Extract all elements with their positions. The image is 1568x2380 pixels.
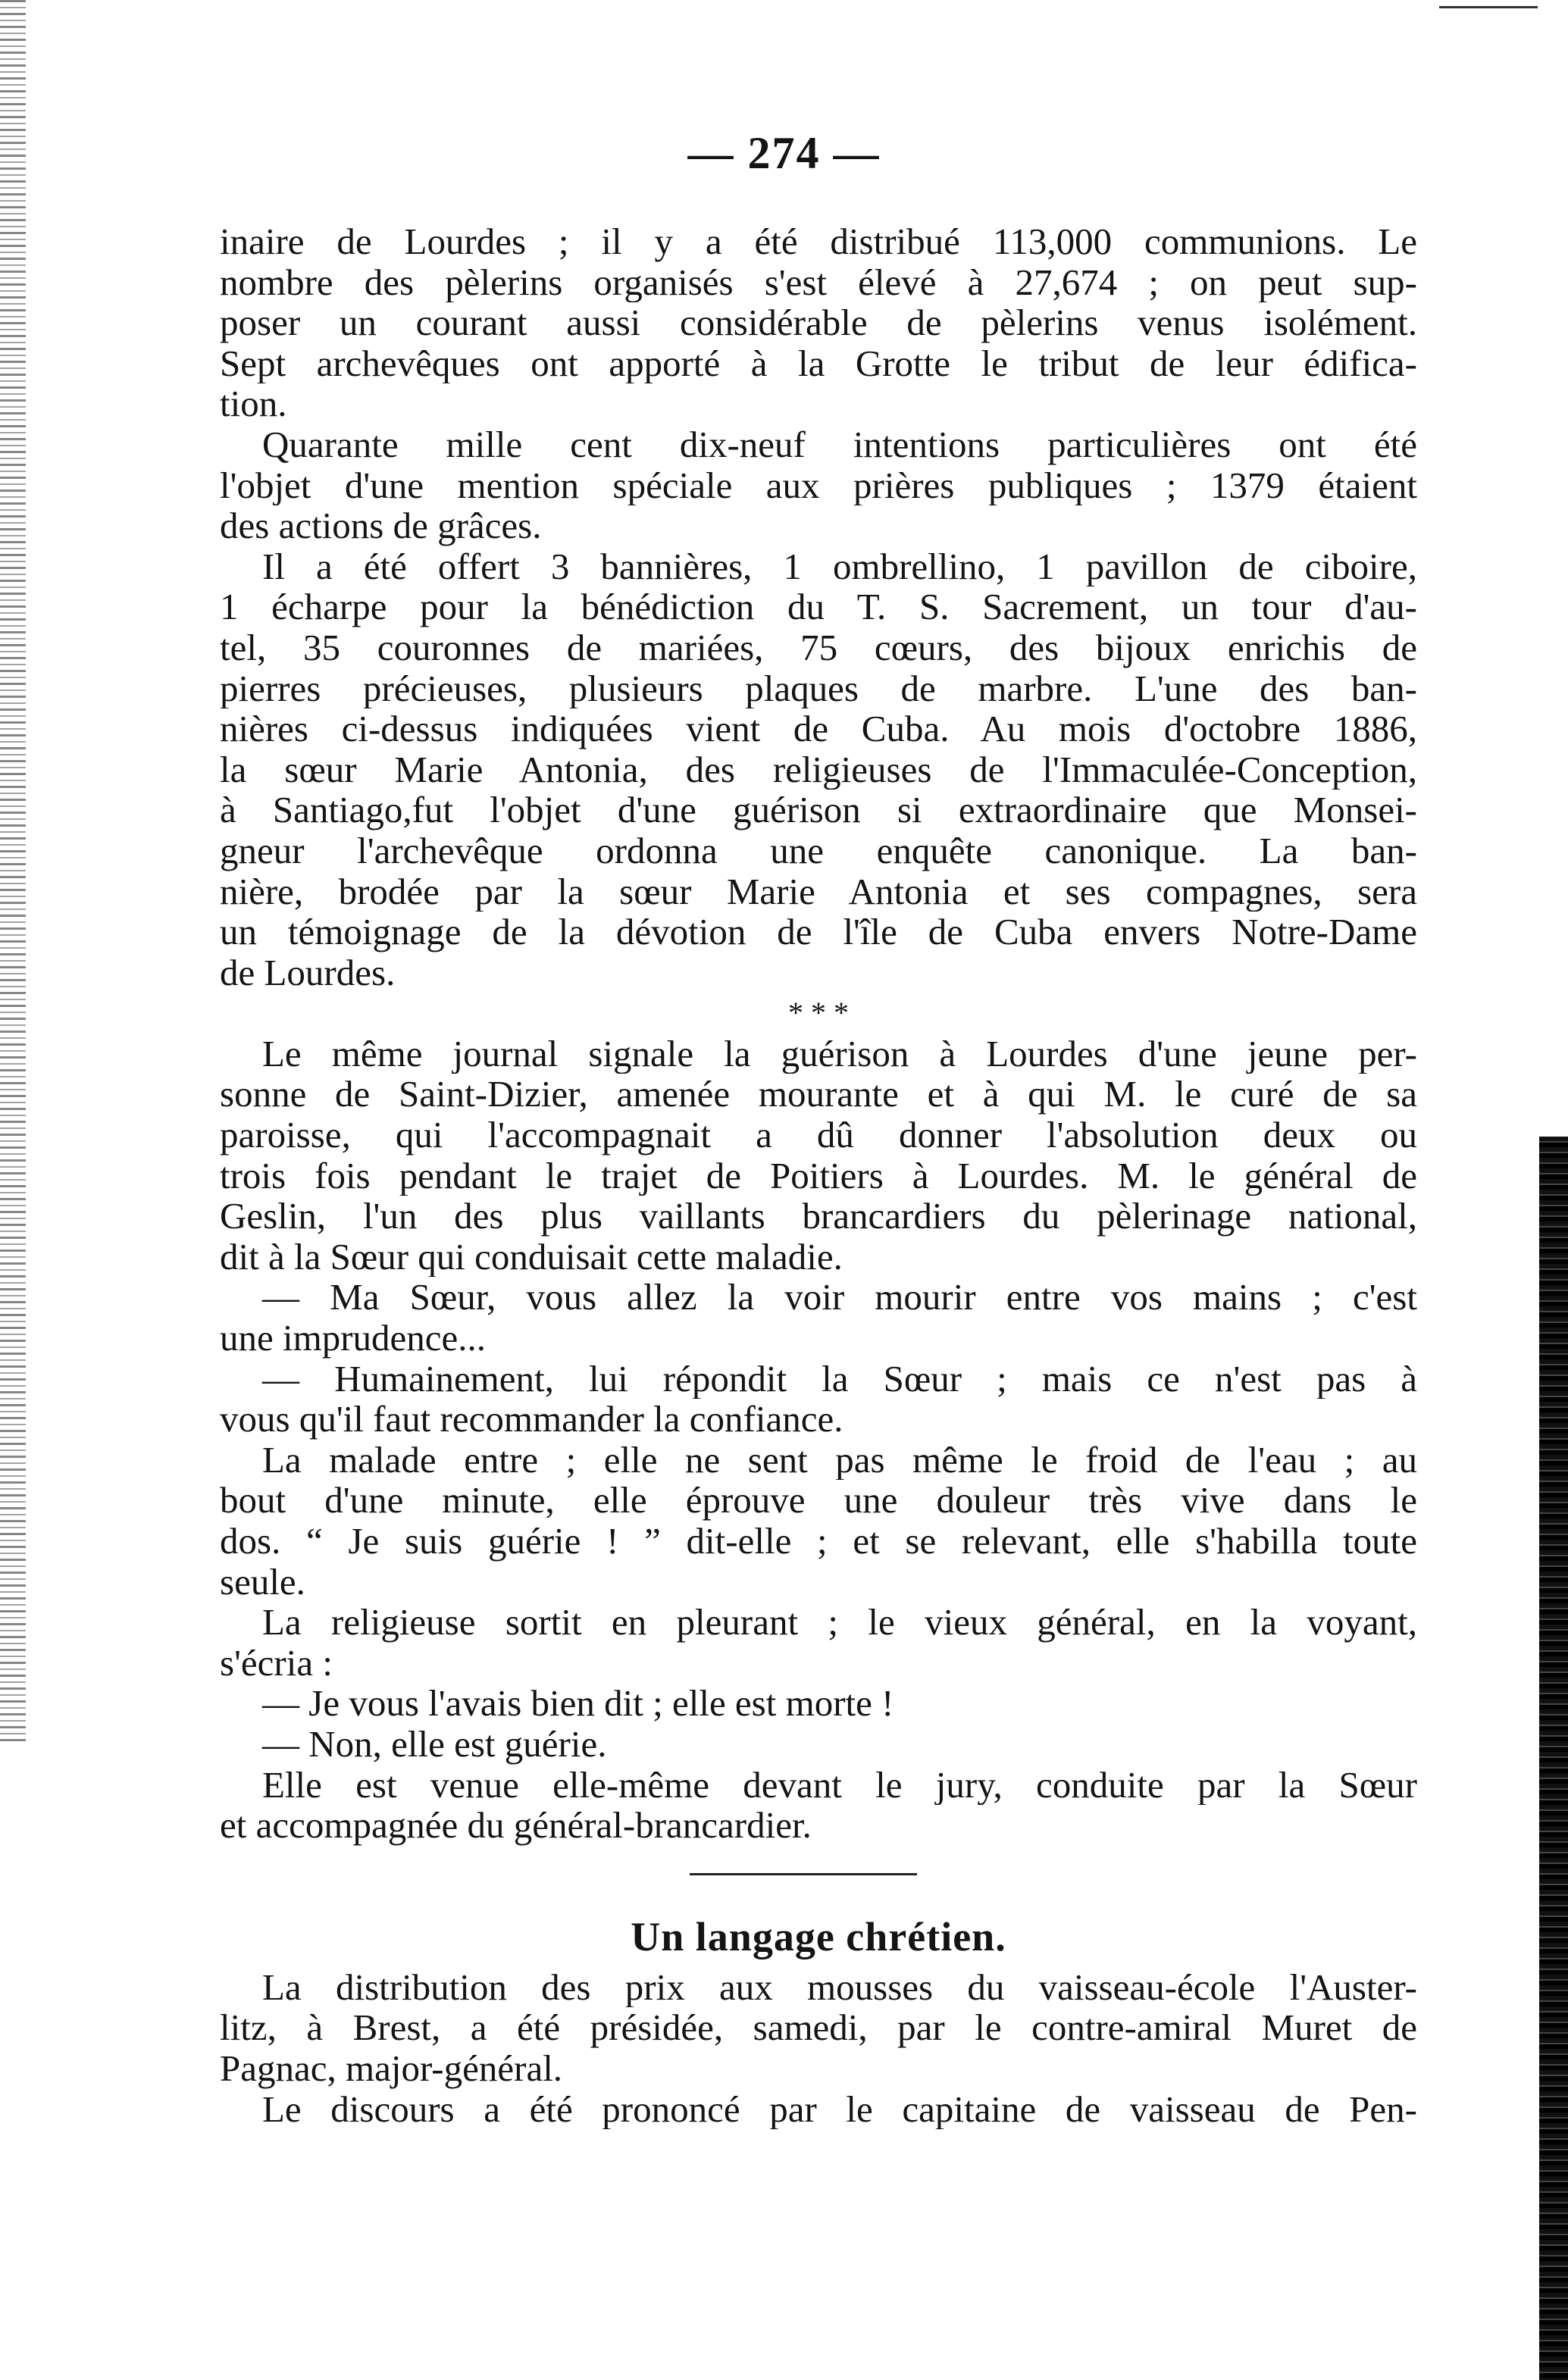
text-line: nière, brodée par la sœur Marie Antonia et ses compagnes, sera (220, 871, 1417, 912)
text-line: dit à la Sœur qui conduisait cette maladie. (220, 1236, 843, 1278)
text-line: La distribution des prix aux mousses du vaisseau-école l'Auster- (262, 1966, 1417, 2008)
text-line: paroisse, qui l'accompagnait a dû donner l'absolution deux ou (220, 1115, 1417, 1156)
text-line: une imprudence... (220, 1318, 487, 1359)
text-line: Quarante mille cent dix-neuf intentions particulières ont été (262, 424, 1417, 465)
text-line: — Non, elle est guérie. (262, 1723, 607, 1765)
text-line: vous qu'il faut recommander la confiance. (220, 1399, 843, 1440)
text-line: Le même journal signale la guérison à Lourdes d'une jeune per- (262, 1033, 1417, 1074)
text-line: inaire de Lourdes ; il y a été distribué 113,000 communions. Le (220, 221, 1417, 262)
paragraph-6 (220, 1359, 1417, 1440)
text-line: des actions de grâces. (220, 505, 542, 546)
text-line: Elle est venue elle-même devant le jury, conduite par la Sœur (262, 1764, 1417, 1806)
text-line: — Humainement, lui répondit la Sœur ; mais ce n'est pas à (262, 1358, 1417, 1400)
text-line: litz, à Brest, a été présidée, samedi, par le contre-amiral Muret de (220, 2007, 1417, 2048)
paragraph-4 (220, 1034, 1417, 1278)
paragraph-12 (220, 1967, 1417, 2089)
paragraph-10 (220, 1724, 1417, 1765)
paragraph-5 (220, 1277, 1417, 1358)
text-line: Geslin, l'un des plus vaillants brancardiers du pèlerinage national, (220, 1196, 1417, 1237)
paragraph-11 (220, 1765, 1417, 1846)
top-rule (1439, 6, 1538, 8)
text-line: tion. (220, 383, 287, 424)
paragraph-3 (220, 546, 1417, 993)
scan-right-edge (1539, 1137, 1568, 2380)
page-number: — 274 — (687, 128, 881, 178)
text-line: — Je vous l'avais bien dit ; elle est morte ! (262, 1683, 894, 1724)
text-line: La malade entre ; elle ne sent pas même le froid de l'eau ; au (262, 1439, 1417, 1481)
section-title: Un langage chrétien. (631, 1913, 1006, 1959)
text-line: dos. “ Je suis guérie ! ” dit-elle ; et se relevant, elle s'habilla toute (220, 1521, 1417, 1562)
text-line: sonne de Saint-Dizier, amenée mourante et à qui M. le curé de sa (220, 1074, 1417, 1115)
text-line: 1 écharpe pour la bénédiction du T. S. Sacrement, un tour d'au- (220, 586, 1417, 627)
text-line: Sept archevêques ont apporté à la Grotte le tribut de leur édifica- (220, 342, 1417, 384)
paragraph-8 (220, 1602, 1417, 1683)
text-line: Pagnac, major-général. (220, 2047, 563, 2089)
text-line: Le discours a été prononcé par le capitaine de vaisseau de Pen- (262, 2088, 1417, 2130)
text-line: trois fois pendant le trajet de Poitiers à Lourdes. M. le général de (220, 1155, 1417, 1196)
text-line: et accompagnée du général-brancardier. (220, 1805, 812, 1846)
text-line: de Lourdes. (220, 952, 396, 993)
text-line: un témoignage de la dévotion de l'île de Cuba envers Notre-Dame (220, 912, 1417, 952)
text-line: poser un courant aussi considérable de pèlerins venus isolément. (220, 302, 1417, 343)
text-line: pierres précieuses, plusieurs plaques de marbre. L'une des ban- (220, 668, 1417, 709)
paragraph-7 (220, 1440, 1417, 1602)
text-line: nières ci-dessus indiquées vient de Cuba. Au mois d'octobre 1886, (220, 708, 1417, 749)
text-line: à Santiago,fut l'objet d'une guérison si extraordinaire que Monsei- (220, 790, 1417, 830)
text-line: bout d'une minute, elle éprouve une douleur très vive dans le (220, 1480, 1417, 1521)
scan-left-edge (0, 0, 26, 1743)
text-line: tel, 35 couronnes de mariées, 75 cœurs, des bijoux enrichis de (220, 627, 1417, 668)
text-line: — Ma Sœur, vous allez la voir mourir entre vos mains ; c'est (262, 1277, 1417, 1318)
text-line: La religieuse sortit en pleurant ; le vieux général, en la voyant, (262, 1602, 1417, 1643)
text-line: l'objet d'une mention spéciale aux prières publiques ; 1379 étaient (220, 464, 1417, 506)
text-line: seule. (220, 1561, 305, 1603)
text-line: gneur l'archevêque ordonna une enquête canonique. La ban- (220, 830, 1417, 871)
text-line: la sœur Marie Antonia, des religieuses de l'Immaculée-Conception, (220, 749, 1417, 790)
paragraph-13 (220, 2089, 1417, 2130)
paragraph-9 (220, 1683, 1417, 1724)
separator-rule (220, 1846, 1417, 1906)
text-line: Il a été offert 3 bannières, 1 ombrellino, 1 pavillon de ciboire, (262, 546, 1417, 587)
text-line: s'écria : (220, 1642, 333, 1684)
text-line: nombre des pèlerins organisés s'est élevé à 27,674 ; on peut sup- (220, 261, 1417, 303)
body-text (220, 221, 1417, 2129)
paragraph-1 (220, 221, 1417, 424)
asterism: * * * (788, 996, 849, 1030)
paragraph-2 (220, 424, 1417, 546)
